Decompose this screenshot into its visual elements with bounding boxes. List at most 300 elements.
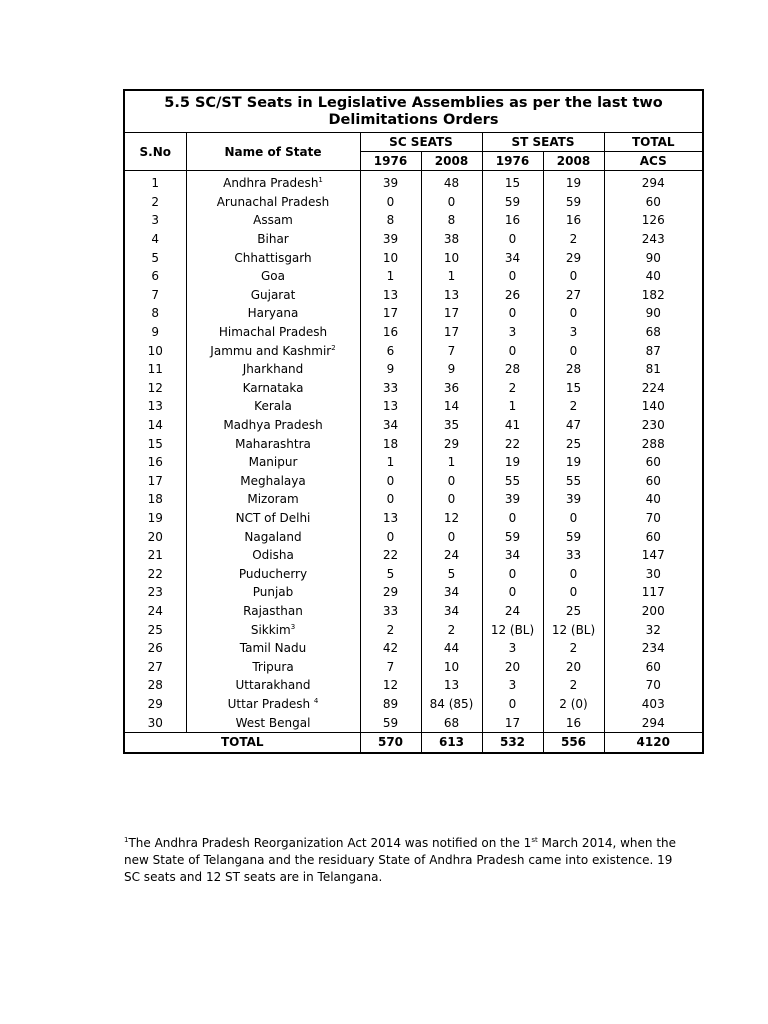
cell-st-1976: 17 xyxy=(482,713,543,732)
cell-state-name xyxy=(186,490,360,509)
cell-st-1976: 55 xyxy=(482,472,543,491)
cell-st-1976: 3 xyxy=(482,639,543,658)
cell-sno: 16 xyxy=(125,453,186,472)
total-label: TOTAL xyxy=(125,732,360,752)
cell-sno: 6 xyxy=(125,267,186,286)
cell-sno: 27 xyxy=(125,657,186,676)
footnote-ref: 2 xyxy=(331,343,336,352)
cell-state-name xyxy=(186,602,360,621)
cell-st-1976: 20 xyxy=(482,657,543,676)
cell-sc-1976: 2 xyxy=(360,620,421,639)
cell-sno: 4 xyxy=(125,230,186,249)
cell-sc-1976: 6 xyxy=(360,341,421,360)
footnote-ref: 3 xyxy=(290,622,296,631)
state-name-text: Sikkim xyxy=(250,622,291,637)
cell-st-2008: 16 xyxy=(543,211,604,230)
cell-st-2008: 0 xyxy=(543,509,604,528)
cell-sno: 18 xyxy=(125,490,186,509)
footnote-ref: 4 xyxy=(313,696,319,705)
cell-sno: 11 xyxy=(125,360,186,379)
cell-st-1976: 1 xyxy=(482,397,543,416)
cell-sc-2008: 12 xyxy=(421,509,482,528)
state-name-text: Bihar xyxy=(257,232,289,247)
cell-st-1976: 0 xyxy=(482,267,543,286)
cell-st-1976: 0 xyxy=(482,304,543,323)
state-name-text: Maharashtra xyxy=(235,436,311,451)
state-name-text: Karnataka xyxy=(242,380,304,395)
cell-sno: 21 xyxy=(125,546,186,565)
table-row xyxy=(125,527,702,546)
state-name-text: Arunachal Pradesh xyxy=(216,194,330,209)
cell-total-acs: 288 xyxy=(604,434,702,453)
cell-sno: 19 xyxy=(125,509,186,528)
cell-sc-2008: 10 xyxy=(421,248,482,267)
cell-state-name xyxy=(186,193,360,212)
cell-st-2008: 28 xyxy=(543,360,604,379)
cell-sc-2008: 7 xyxy=(421,341,482,360)
cell-sc-2008: 5 xyxy=(421,564,482,583)
cell-st-2008: 16 xyxy=(543,713,604,732)
cell-total-acs: 234 xyxy=(604,639,702,658)
state-name-text: Mizoram xyxy=(247,492,299,507)
cell-st-1976: 3 xyxy=(482,323,543,342)
state-name-text: Assam xyxy=(253,213,293,228)
cell-sno: 2 xyxy=(125,193,186,212)
cell-sc-2008: 1 xyxy=(421,453,482,472)
total-acs: 4120 xyxy=(604,732,702,752)
footnote xyxy=(124,835,684,886)
cell-sc-2008: 17 xyxy=(421,323,482,342)
cell-st-2008: 0 xyxy=(543,304,604,323)
cell-state-name xyxy=(186,230,360,249)
cell-total-acs: 30 xyxy=(604,564,702,583)
cell-sno: 25 xyxy=(125,620,186,639)
cell-st-1976: 26 xyxy=(482,286,543,305)
state-name-text: Uttar Pradesh xyxy=(227,696,314,711)
cell-state-name xyxy=(186,713,360,732)
table-row xyxy=(125,360,702,379)
state-name-text: Odisha xyxy=(252,548,294,563)
cell-st-1976: 0 xyxy=(482,583,543,602)
cell-state-name xyxy=(186,564,360,583)
cell-total-acs: 230 xyxy=(604,416,702,435)
cell-total-acs: 87 xyxy=(604,341,702,360)
table-row xyxy=(125,695,702,714)
table-row xyxy=(125,546,702,565)
state-name-text: Meghalaya xyxy=(240,473,306,488)
cell-st-2008: 39 xyxy=(543,490,604,509)
cell-state-name xyxy=(186,546,360,565)
table-row xyxy=(125,304,702,323)
header-sc-seats: SC SEATS xyxy=(360,133,482,152)
cell-st-2008: 59 xyxy=(543,193,604,212)
footnote-text-part1: The Andhra Pradesh Reorganization Act 2014 was notified on the 1 xyxy=(128,836,532,850)
cell-st-2008: 25 xyxy=(543,602,604,621)
cell-state-name xyxy=(186,286,360,305)
header-row-1 xyxy=(125,133,702,152)
cell-total-acs: 60 xyxy=(604,472,702,491)
cell-state-name xyxy=(186,527,360,546)
cell-sc-1976: 17 xyxy=(360,304,421,323)
cell-st-1976: 19 xyxy=(482,453,543,472)
cell-st-2008: 55 xyxy=(543,472,604,491)
cell-state-name xyxy=(186,341,360,360)
table-row xyxy=(125,453,702,472)
cell-sc-2008: 35 xyxy=(421,416,482,435)
cell-sc-2008: 13 xyxy=(421,286,482,305)
cell-sc-1976: 39 xyxy=(360,171,421,193)
table-row xyxy=(125,657,702,676)
cell-sno: 12 xyxy=(125,379,186,398)
cell-st-2008: 0 xyxy=(543,341,604,360)
header-sno: S.No xyxy=(125,133,186,171)
table-row xyxy=(125,676,702,695)
cell-sno: 29 xyxy=(125,695,186,714)
cell-st-1976: 59 xyxy=(482,193,543,212)
state-name-text: Kerala xyxy=(254,399,292,414)
cell-total-acs: 147 xyxy=(604,546,702,565)
cell-state-name xyxy=(186,509,360,528)
cell-sc-2008: 84 (85) xyxy=(421,695,482,714)
cell-sc-1976: 0 xyxy=(360,472,421,491)
cell-st-1976: 41 xyxy=(482,416,543,435)
cell-sc-2008: 34 xyxy=(421,583,482,602)
cell-st-2008: 15 xyxy=(543,379,604,398)
state-name-text: Gujarat xyxy=(250,287,296,302)
cell-sno: 9 xyxy=(125,323,186,342)
cell-sno: 5 xyxy=(125,248,186,267)
cell-st-2008: 0 xyxy=(543,583,604,602)
table-row xyxy=(125,267,702,286)
cell-sc-2008: 0 xyxy=(421,527,482,546)
total-row xyxy=(125,732,702,752)
cell-state-name xyxy=(186,323,360,342)
table-title: 5.5 SC/ST Seats in Legislative Assemblies as per the last two Delimitations Orders xyxy=(125,91,702,133)
cell-sno: 7 xyxy=(125,286,186,305)
cell-sc-1976: 16 xyxy=(360,323,421,342)
cell-sc-2008: 34 xyxy=(421,602,482,621)
cell-st-2008: 19 xyxy=(543,453,604,472)
seats-table xyxy=(125,133,702,752)
header-total: TOTAL xyxy=(604,133,702,152)
cell-sc-1976: 1 xyxy=(360,453,421,472)
table-row xyxy=(125,171,702,193)
cell-state-name xyxy=(186,620,360,639)
cell-sc-1976: 42 xyxy=(360,639,421,658)
cell-st-1976: 3 xyxy=(482,676,543,695)
cell-state-name xyxy=(186,695,360,714)
cell-st-2008: 2 xyxy=(543,397,604,416)
cell-total-acs: 403 xyxy=(604,695,702,714)
cell-total-acs: 40 xyxy=(604,267,702,286)
cell-st-1976: 15 xyxy=(482,171,543,193)
cell-st-1976: 22 xyxy=(482,434,543,453)
cell-state-name xyxy=(186,397,360,416)
cell-sc-1976: 1 xyxy=(360,267,421,286)
cell-sc-2008: 0 xyxy=(421,193,482,212)
cell-state-name xyxy=(186,676,360,695)
cell-sno: 1 xyxy=(125,171,186,193)
cell-sc-1976: 18 xyxy=(360,434,421,453)
cell-sc-2008: 1 xyxy=(421,267,482,286)
cell-sc-1976: 29 xyxy=(360,583,421,602)
table-row xyxy=(125,620,702,639)
table-row xyxy=(125,490,702,509)
table-row xyxy=(125,434,702,453)
table-row xyxy=(125,602,702,621)
header-st-seats: ST SEATS xyxy=(482,133,604,152)
cell-st-1976: 0 xyxy=(482,230,543,249)
table-row xyxy=(125,341,702,360)
cell-total-acs: 60 xyxy=(604,527,702,546)
cell-sc-2008: 29 xyxy=(421,434,482,453)
table-row xyxy=(125,564,702,583)
cell-sno: 20 xyxy=(125,527,186,546)
cell-state-name xyxy=(186,583,360,602)
cell-sc-1976: 13 xyxy=(360,397,421,416)
cell-st-2008: 27 xyxy=(543,286,604,305)
table-row xyxy=(125,397,702,416)
cell-sc-1976: 13 xyxy=(360,509,421,528)
cell-sc-1976: 8 xyxy=(360,211,421,230)
cell-st-2008: 2 xyxy=(543,230,604,249)
cell-sc-1976: 33 xyxy=(360,602,421,621)
cell-sc-1976: 59 xyxy=(360,713,421,732)
cell-sno: 24 xyxy=(125,602,186,621)
cell-state-name xyxy=(186,248,360,267)
cell-sc-1976: 7 xyxy=(360,657,421,676)
table-row xyxy=(125,211,702,230)
cell-total-acs: 126 xyxy=(604,211,702,230)
cell-total-acs: 224 xyxy=(604,379,702,398)
state-name-text: Madhya Pradesh xyxy=(223,418,323,433)
cell-sc-2008: 0 xyxy=(421,472,482,491)
table-row xyxy=(125,248,702,267)
cell-st-2008: 33 xyxy=(543,546,604,565)
footnote-marker: 1 xyxy=(124,836,129,844)
table-row xyxy=(125,639,702,658)
state-name-text: Jammu and Kashmir xyxy=(210,343,332,358)
cell-st-2008: 25 xyxy=(543,434,604,453)
table-row xyxy=(125,416,702,435)
cell-total-acs: 90 xyxy=(604,304,702,323)
cell-sc-1976: 12 xyxy=(360,676,421,695)
header-st-2008: 2008 xyxy=(543,152,604,171)
total-sc-1976: 570 xyxy=(360,732,421,752)
state-name-text: Haryana xyxy=(247,306,299,321)
state-name-text: NCT of Delhi xyxy=(235,510,311,525)
cell-st-1976: 28 xyxy=(482,360,543,379)
table-row xyxy=(125,583,702,602)
cell-total-acs: 70 xyxy=(604,676,702,695)
cell-state-name xyxy=(186,267,360,286)
cell-sc-1976: 89 xyxy=(360,695,421,714)
total-st-2008: 556 xyxy=(543,732,604,752)
cell-st-1976: 34 xyxy=(482,248,543,267)
cell-st-1976: 0 xyxy=(482,509,543,528)
cell-state-name xyxy=(186,379,360,398)
cell-sc-1976: 5 xyxy=(360,564,421,583)
cell-sno: 26 xyxy=(125,639,186,658)
cell-state-name xyxy=(186,639,360,658)
cell-st-1976: 39 xyxy=(482,490,543,509)
cell-state-name xyxy=(186,211,360,230)
header-state-name: Name of State xyxy=(186,133,360,171)
cell-total-acs: 60 xyxy=(604,453,702,472)
cell-sc-1976: 0 xyxy=(360,527,421,546)
cell-sc-1976: 33 xyxy=(360,379,421,398)
cell-sc-1976: 9 xyxy=(360,360,421,379)
cell-sc-2008: 17 xyxy=(421,304,482,323)
cell-total-acs: 294 xyxy=(604,713,702,732)
cell-sno: 15 xyxy=(125,434,186,453)
table-row xyxy=(125,230,702,249)
cell-sc-1976: 39 xyxy=(360,230,421,249)
cell-st-2008: 29 xyxy=(543,248,604,267)
cell-st-2008: 12 (BL) xyxy=(543,620,604,639)
cell-sc-1976: 10 xyxy=(360,248,421,267)
cell-total-acs: 70 xyxy=(604,509,702,528)
cell-sno: 17 xyxy=(125,472,186,491)
cell-st-2008: 59 xyxy=(543,527,604,546)
cell-sno: 14 xyxy=(125,416,186,435)
footnote-ref: 1 xyxy=(318,176,323,185)
cell-sc-2008: 2 xyxy=(421,620,482,639)
cell-st-1976: 0 xyxy=(482,564,543,583)
cell-total-acs: 60 xyxy=(604,657,702,676)
cell-sc-1976: 34 xyxy=(360,416,421,435)
footnote-ordinal: st xyxy=(531,836,538,844)
state-name-text: West Bengal xyxy=(235,715,311,730)
cell-sc-2008: 48 xyxy=(421,171,482,193)
table-row xyxy=(125,472,702,491)
cell-st-2008: 2 xyxy=(543,676,604,695)
header-st-1976: 1976 xyxy=(482,152,543,171)
cell-state-name xyxy=(186,434,360,453)
state-name-text: Uttarakhand xyxy=(235,678,311,693)
cell-sno: 10 xyxy=(125,341,186,360)
cell-state-name xyxy=(186,360,360,379)
cell-sc-1976: 13 xyxy=(360,286,421,305)
cell-st-2008: 0 xyxy=(543,564,604,583)
table-body xyxy=(125,171,702,733)
state-name-text: Tripura xyxy=(252,659,294,674)
cell-st-2008: 0 xyxy=(543,267,604,286)
state-name-text: Manipur xyxy=(248,455,298,470)
state-name-text: Punjab xyxy=(252,585,294,600)
cell-total-acs: 182 xyxy=(604,286,702,305)
cell-st-2008: 20 xyxy=(543,657,604,676)
cell-sc-2008: 44 xyxy=(421,639,482,658)
header-sc-2008: 2008 xyxy=(421,152,482,171)
cell-sc-2008: 13 xyxy=(421,676,482,695)
cell-sno: 3 xyxy=(125,211,186,230)
cell-state-name xyxy=(186,472,360,491)
cell-total-acs: 68 xyxy=(604,323,702,342)
state-name-text: Chhattisgarh xyxy=(234,250,312,265)
cell-sc-2008: 36 xyxy=(421,379,482,398)
cell-sc-2008: 10 xyxy=(421,657,482,676)
cell-state-name xyxy=(186,416,360,435)
cell-state-name xyxy=(186,304,360,323)
state-name-text: Puducherry xyxy=(238,566,308,581)
total-st-1976: 532 xyxy=(482,732,543,752)
cell-total-acs: 140 xyxy=(604,397,702,416)
cell-sno: 28 xyxy=(125,676,186,695)
cell-total-acs: 81 xyxy=(604,360,702,379)
cell-sc-2008: 14 xyxy=(421,397,482,416)
cell-sc-2008: 38 xyxy=(421,230,482,249)
cell-st-1976: 34 xyxy=(482,546,543,565)
cell-st-2008: 2 (0) xyxy=(543,695,604,714)
state-name-text: Andhra Pradesh xyxy=(223,176,319,191)
cell-st-1976: 2 xyxy=(482,379,543,398)
cell-sno: 30 xyxy=(125,713,186,732)
cell-st-2008: 47 xyxy=(543,416,604,435)
cell-st-1976: 0 xyxy=(482,341,543,360)
cell-st-1976: 59 xyxy=(482,527,543,546)
state-name-text: Nagaland xyxy=(244,529,302,544)
cell-sc-1976: 0 xyxy=(360,490,421,509)
cell-sno: 8 xyxy=(125,304,186,323)
cell-sno: 22 xyxy=(125,564,186,583)
cell-total-acs: 90 xyxy=(604,248,702,267)
total-sc-2008: 613 xyxy=(421,732,482,752)
cell-total-acs: 60 xyxy=(604,193,702,212)
table-row xyxy=(125,509,702,528)
state-name-text: Tamil Nadu xyxy=(239,641,307,656)
state-name-text: Himachal Pradesh xyxy=(218,325,328,340)
cell-total-acs: 200 xyxy=(604,602,702,621)
footnote-text-part2: March 2014, when the new State of Telangana and the residuary State of Andhra Pradesh came into existence. 19 SC seats and 12 ST seats are in Telangana. xyxy=(124,836,677,884)
state-name-text: Rajasthan xyxy=(243,603,303,618)
cell-sno: 23 xyxy=(125,583,186,602)
cell-total-acs: 40 xyxy=(604,490,702,509)
cell-sc-2008: 24 xyxy=(421,546,482,565)
cell-st-2008: 3 xyxy=(543,323,604,342)
cell-sc-2008: 68 xyxy=(421,713,482,732)
header-acs: ACS xyxy=(604,152,702,171)
cell-sc-2008: 0 xyxy=(421,490,482,509)
cell-sc-1976: 22 xyxy=(360,546,421,565)
cell-sc-1976: 0 xyxy=(360,193,421,212)
table-row xyxy=(125,286,702,305)
cell-st-2008: 2 xyxy=(543,639,604,658)
cell-total-acs: 243 xyxy=(604,230,702,249)
header-sc-1976: 1976 xyxy=(360,152,421,171)
cell-sc-2008: 9 xyxy=(421,360,482,379)
cell-st-1976: 12 (BL) xyxy=(482,620,543,639)
state-name-text: Jharkhand xyxy=(242,362,304,377)
state-name-text: Goa xyxy=(261,269,285,284)
cell-st-1976: 24 xyxy=(482,602,543,621)
cell-sc-2008: 8 xyxy=(421,211,482,230)
cell-state-name xyxy=(186,453,360,472)
table-row xyxy=(125,193,702,212)
cell-total-acs: 117 xyxy=(604,583,702,602)
seats-table-frame xyxy=(123,89,704,754)
cell-st-1976: 16 xyxy=(482,211,543,230)
cell-sno: 13 xyxy=(125,397,186,416)
table-row xyxy=(125,379,702,398)
cell-st-2008: 19 xyxy=(543,171,604,193)
cell-state-name xyxy=(186,171,360,193)
cell-total-acs: 32 xyxy=(604,620,702,639)
table-row xyxy=(125,323,702,342)
cell-state-name xyxy=(186,657,360,676)
cell-total-acs: 294 xyxy=(604,171,702,193)
cell-st-1976: 0 xyxy=(482,695,543,714)
